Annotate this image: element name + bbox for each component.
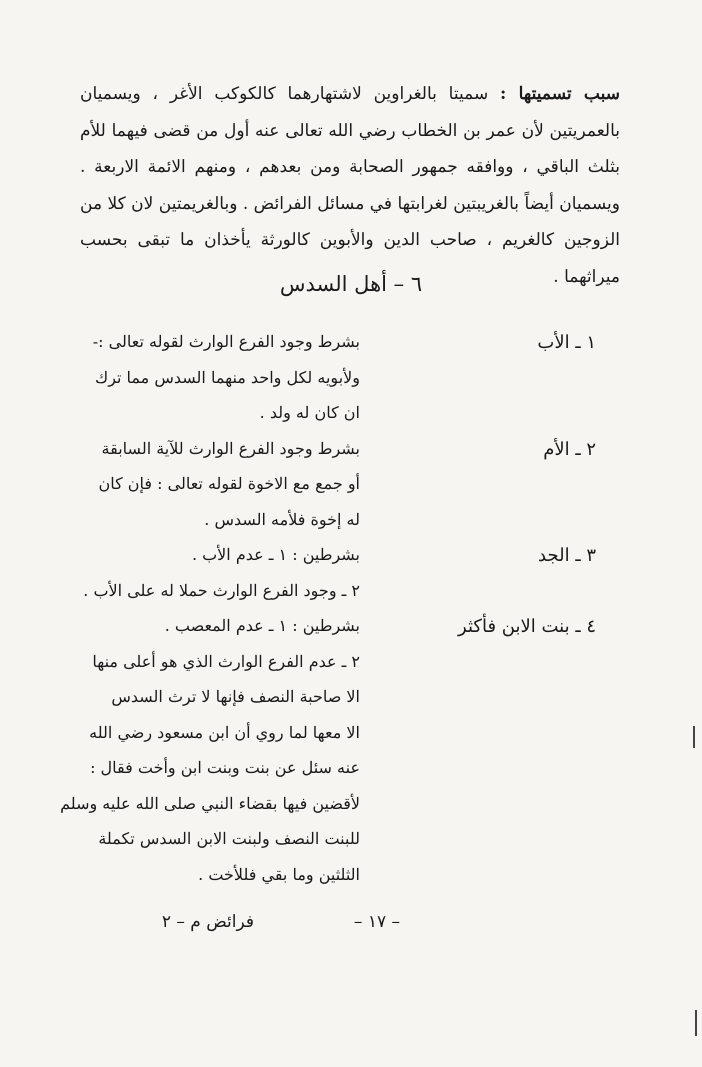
condition-line: للبنت النصف ولبنت الابن السدس تكملة <box>98 829 360 848</box>
heir-label: ٣ ـ الجد <box>538 545 596 566</box>
condition-line: عنه سئل عن بنت وبنت ابن وأخت فقال : <box>90 758 360 777</box>
condition-line: له إخوة فلأمه السدس . <box>204 509 360 529</box>
condition-line: الثلثين وما بقي فللأخت . <box>198 864 360 884</box>
condition-line: الا معها لما روي أن ابن مسعود رضي الله <box>89 722 360 742</box>
intro-text-block <box>80 76 620 295</box>
heir-label: ٢ ـ الأم <box>543 438 596 460</box>
heir-entry-sons-daughter <box>0 608 702 892</box>
intro-paragraph <box>80 76 620 295</box>
condition-line: أو جمع مع الاخوة لقوله تعالى : فإن كان <box>98 474 360 493</box>
condition-line: ان كان له ولد . <box>259 403 360 422</box>
intro-text: سميتا بالغراوين لاشتهارهما كالكوكب الأغر ، ويسميان بالعمريتين لأن عمر بن الخطاب رضي الله تعالى عنه أول من قضى فيهما للأم بثلث الباقي ، ووافقه جمهور الصحابة ومن بعدهم ، ومنهم الائمة الاربعة . ويسميان أيضاً بالغريبتين لغرابتها في مسائل الفرائض . وبالغريمتين لان كلا من الزوجين كالغريم ، صاحب الدين والأبوين كالورثة يأخذان ما تبقى بحسب ميراثهما . <box>80 84 620 287</box>
page-number: – ١٧ – <box>353 912 400 932</box>
heir-entry-father <box>0 324 702 431</box>
margin-mark <box>693 726 695 748</box>
page-footer <box>0 912 702 938</box>
condition-line: بشرطين : ١ ـ عدم المعصب . <box>164 616 360 635</box>
signature-mark: فرائض م – ٢ <box>161 912 254 932</box>
heir-label: ٤ ـ بنت الابن فأكثر <box>458 616 596 637</box>
condition-line: ٢ ـ عدم الفرع الوارث الذي هو أعلى منها <box>92 651 360 671</box>
intro-lead: سبب تسميتها : <box>500 84 620 104</box>
margin-mark <box>695 1010 697 1036</box>
condition-line: ٢ ـ وجود الفرع الوارث حملا له على الأب . <box>83 580 360 600</box>
heirs-list <box>0 324 702 892</box>
heir-condition <box>100 431 360 538</box>
condition-line: بشرط وجود الفرع الوارث للآية السابقة <box>101 438 360 458</box>
heir-condition <box>92 324 360 431</box>
condition-line: بشرطين : ١ ـ عدم الأب . <box>191 545 360 564</box>
heir-entry-mother <box>0 431 702 538</box>
section-title: ٦ – أهل السدس <box>279 272 423 296</box>
heir-entry-grandfather <box>0 537 702 608</box>
heir-condition <box>60 608 360 892</box>
condition-line: ولأبويه لكل واحد منهما السدس مما ترك <box>95 367 360 387</box>
heir-condition <box>83 537 360 608</box>
condition-line: بشرط وجود الفرع الوارث لقوله تعالى :- <box>92 332 360 351</box>
condition-line: لأقضين فيها بقضاء النبي صلى الله عليه وسلم <box>60 793 360 813</box>
condition-line: الا صاحبة النصف فإنها لا ترث السدس <box>111 687 360 706</box>
heir-label: ١ ـ الأب <box>537 332 596 353</box>
